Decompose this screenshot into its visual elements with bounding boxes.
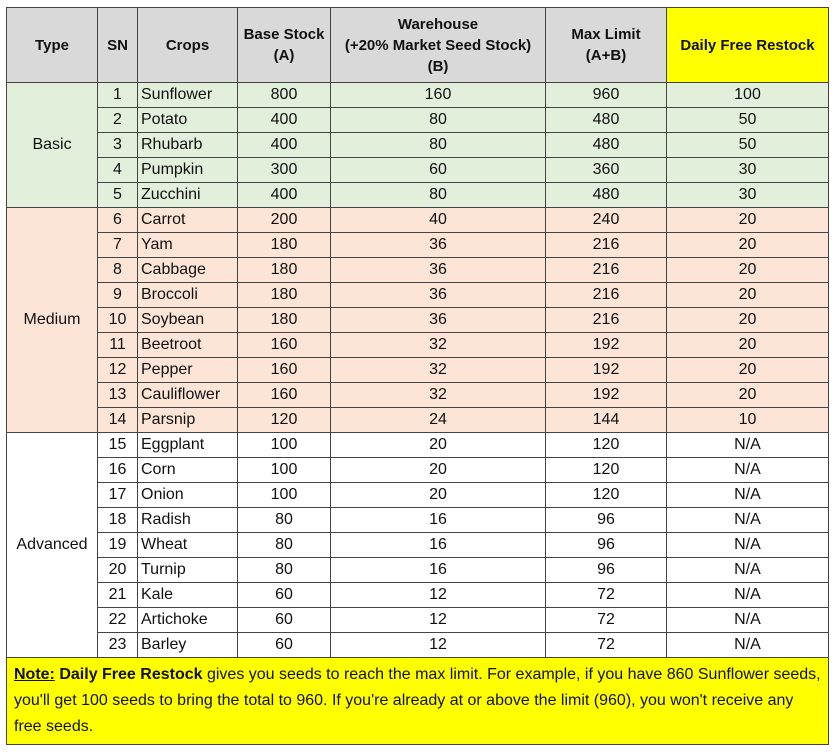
cell-type-medium: Medium — [7, 208, 98, 433]
cell-sn: 9 — [98, 283, 138, 308]
table-row — [7, 108, 829, 133]
cell-sn: 8 — [98, 258, 138, 283]
cell-max-limit: 360 — [546, 158, 667, 183]
cell-base-stock: 160 — [238, 333, 331, 358]
cell-sn: 4 — [98, 158, 138, 183]
header-type: Type — [7, 8, 98, 83]
cell-crop: Eggplant — [138, 433, 238, 458]
cell-sn: 6 — [98, 208, 138, 233]
cell-crop: Barley — [138, 633, 238, 658]
cell-max-limit: 216 — [546, 233, 667, 258]
header-max-limit — [546, 8, 667, 83]
cell-base-stock: 100 — [238, 458, 331, 483]
table-row — [7, 458, 829, 483]
cell-warehouse: 60 — [331, 158, 546, 183]
table-row — [7, 333, 829, 358]
cell-sn: 21 — [98, 583, 138, 608]
cell-daily-free-restock: N/A — [667, 633, 829, 658]
cell-base-stock: 120 — [238, 408, 331, 433]
cell-daily-free-restock: 20 — [667, 208, 829, 233]
cell-warehouse: 12 — [331, 608, 546, 633]
cell-warehouse: 20 — [331, 458, 546, 483]
table-row — [7, 208, 829, 233]
cell-max-limit: 72 — [546, 608, 667, 633]
cell-max-limit: 72 — [546, 633, 667, 658]
cell-warehouse: 12 — [331, 583, 546, 608]
cell-daily-free-restock: 30 — [667, 183, 829, 208]
table-body — [7, 83, 829, 658]
cell-daily-free-restock: 20 — [667, 358, 829, 383]
cell-base-stock: 180 — [238, 258, 331, 283]
cell-warehouse: 20 — [331, 433, 546, 458]
cell-daily-free-restock: 20 — [667, 233, 829, 258]
cell-crop: Soybean — [138, 308, 238, 333]
header-max-limit-line2: (A+B) — [585, 47, 627, 64]
cell-warehouse: 80 — [331, 108, 546, 133]
cell-sn: 17 — [98, 483, 138, 508]
cell-max-limit: 480 — [546, 183, 667, 208]
cell-sn: 12 — [98, 358, 138, 383]
cell-daily-free-restock: N/A — [667, 508, 829, 533]
cell-sn: 15 — [98, 433, 138, 458]
cell-warehouse: 20 — [331, 483, 546, 508]
cell-daily-free-restock: N/A — [667, 608, 829, 633]
cell-base-stock: 160 — [238, 383, 331, 408]
table-row — [7, 583, 829, 608]
cell-base-stock: 80 — [238, 508, 331, 533]
cell-warehouse: 16 — [331, 533, 546, 558]
cell-base-stock: 180 — [238, 233, 331, 258]
table-row — [7, 558, 829, 583]
cell-warehouse: 80 — [331, 183, 546, 208]
cell-crop: Turnip — [138, 558, 238, 583]
cell-max-limit: 96 — [546, 533, 667, 558]
cell-base-stock: 160 — [238, 358, 331, 383]
table-row — [7, 508, 829, 533]
cell-base-stock: 80 — [238, 533, 331, 558]
cell-max-limit: 216 — [546, 258, 667, 283]
cell-base-stock: 100 — [238, 433, 331, 458]
header-warehouse-line2: (+20% Market Seed Stock) — [344, 36, 532, 54]
header-row — [7, 8, 829, 83]
cell-crop: Artichoke — [138, 608, 238, 633]
table-row — [7, 133, 829, 158]
cell-sn: 16 — [98, 458, 138, 483]
cell-crop: Pumpkin — [138, 158, 238, 183]
table-row — [7, 483, 829, 508]
cell-daily-free-restock: 10 — [667, 408, 829, 433]
header-base-stock-line2: (A) — [273, 47, 295, 64]
cell-base-stock: 60 — [238, 608, 331, 633]
cell-crop: Potato — [138, 108, 238, 133]
header-max-limit-line1: Max Limit — [571, 26, 641, 43]
header-warehouse — [331, 8, 546, 83]
cell-max-limit: 216 — [546, 283, 667, 308]
cell-daily-free-restock: 20 — [667, 333, 829, 358]
table-row — [7, 358, 829, 383]
cell-daily-free-restock: 20 — [667, 383, 829, 408]
cell-daily-free-restock: 50 — [667, 108, 829, 133]
note-box — [6, 658, 829, 745]
note-label: Note: — [14, 666, 55, 683]
cell-base-stock: 300 — [238, 158, 331, 183]
cell-max-limit: 192 — [546, 333, 667, 358]
cell-warehouse: 16 — [331, 508, 546, 533]
cell-max-limit: 144 — [546, 408, 667, 433]
header-base-stock-line1: Base Stock — [243, 26, 325, 43]
header-base-stock — [238, 8, 331, 83]
cell-crop: Yam — [138, 233, 238, 258]
header-warehouse-line1: Warehouse — [397, 15, 479, 33]
cell-max-limit: 120 — [546, 483, 667, 508]
cell-max-limit: 240 — [546, 208, 667, 233]
table-row — [7, 533, 829, 558]
cell-sn: 3 — [98, 133, 138, 158]
cell-type-basic: Basic — [7, 83, 98, 208]
cell-sn: 14 — [98, 408, 138, 433]
cell-crop: Beetroot — [138, 333, 238, 358]
table-row — [7, 308, 829, 333]
cell-base-stock: 400 — [238, 183, 331, 208]
cell-crop: Kale — [138, 583, 238, 608]
cell-sn: 22 — [98, 608, 138, 633]
table-row — [7, 83, 829, 108]
cell-base-stock: 60 — [238, 583, 331, 608]
cell-crop: Onion — [138, 483, 238, 508]
cell-base-stock: 180 — [238, 283, 331, 308]
cell-base-stock: 800 — [238, 83, 331, 108]
cell-daily-free-restock: 20 — [667, 283, 829, 308]
cell-type-advanced: Advanced — [7, 433, 98, 658]
header-warehouse-line3: (B) — [427, 57, 449, 75]
cell-warehouse: 12 — [331, 633, 546, 658]
cell-daily-free-restock: 50 — [667, 133, 829, 158]
cell-base-stock: 200 — [238, 208, 331, 233]
cell-max-limit: 72 — [546, 583, 667, 608]
cell-max-limit: 960 — [546, 83, 667, 108]
cell-daily-free-restock: 30 — [667, 158, 829, 183]
cell-daily-free-restock: N/A — [667, 433, 829, 458]
cell-crop: Radish — [138, 508, 238, 533]
cell-max-limit: 96 — [546, 558, 667, 583]
cell-warehouse: 32 — [331, 383, 546, 408]
cell-daily-free-restock: 20 — [667, 258, 829, 283]
cell-max-limit: 216 — [546, 308, 667, 333]
header-daily-free-restock: Daily Free Restock — [667, 8, 829, 83]
cell-max-limit: 192 — [546, 383, 667, 408]
cell-daily-free-restock: N/A — [667, 558, 829, 583]
cell-warehouse: 36 — [331, 308, 546, 333]
cell-base-stock: 180 — [238, 308, 331, 333]
table-row — [7, 383, 829, 408]
cell-max-limit: 96 — [546, 508, 667, 533]
cell-crop: Sunflower — [138, 83, 238, 108]
cell-sn: 11 — [98, 333, 138, 358]
note-term: Daily Free Restock — [59, 666, 203, 683]
cell-crop: Broccoli — [138, 283, 238, 308]
cell-sn: 19 — [98, 533, 138, 558]
cell-crop: Pepper — [138, 358, 238, 383]
cell-sn: 2 — [98, 108, 138, 133]
cell-warehouse: 40 — [331, 208, 546, 233]
header-crops: Crops — [138, 8, 238, 83]
cell-max-limit: 120 — [546, 433, 667, 458]
cell-sn: 18 — [98, 508, 138, 533]
cell-base-stock: 100 — [238, 483, 331, 508]
seed-stock-sheet — [6, 7, 828, 745]
table-row — [7, 608, 829, 633]
cell-crop: Carrot — [138, 208, 238, 233]
cell-max-limit: 480 — [546, 108, 667, 133]
table-row — [7, 433, 829, 458]
cell-crop: Rhubarb — [138, 133, 238, 158]
cell-crop: Parsnip — [138, 408, 238, 433]
table-row — [7, 633, 829, 658]
cell-crop: Wheat — [138, 533, 238, 558]
table-row — [7, 258, 829, 283]
cell-max-limit: 480 — [546, 133, 667, 158]
cell-warehouse: 36 — [331, 233, 546, 258]
table-row — [7, 283, 829, 308]
cell-daily-free-restock: N/A — [667, 583, 829, 608]
table-row — [7, 183, 829, 208]
cell-daily-free-restock: N/A — [667, 533, 829, 558]
cell-sn: 1 — [98, 83, 138, 108]
cell-sn: 10 — [98, 308, 138, 333]
cell-warehouse: 36 — [331, 258, 546, 283]
cell-sn: 20 — [98, 558, 138, 583]
note-text: gives you seeds to reach the max limit. For example, if you have 860 Sunflower seeds, you'll get 100 seeds to bring the total to 960. If you're already at or above the limit (960), you won't receive any free seeds. — [14, 666, 821, 735]
table-row — [7, 233, 829, 258]
cell-sn: 7 — [98, 233, 138, 258]
cell-max-limit: 120 — [546, 458, 667, 483]
cell-warehouse: 36 — [331, 283, 546, 308]
cell-crop: Zucchini — [138, 183, 238, 208]
cell-max-limit: 192 — [546, 358, 667, 383]
cell-warehouse: 32 — [331, 333, 546, 358]
cell-sn: 5 — [98, 183, 138, 208]
cell-base-stock: 60 — [238, 633, 331, 658]
table-row — [7, 408, 829, 433]
header-sn: SN — [98, 8, 138, 83]
cell-warehouse: 16 — [331, 558, 546, 583]
cell-warehouse: 24 — [331, 408, 546, 433]
cell-warehouse: 80 — [331, 133, 546, 158]
cell-crop: Corn — [138, 458, 238, 483]
cell-base-stock: 80 — [238, 558, 331, 583]
cell-daily-free-restock: N/A — [667, 483, 829, 508]
cell-base-stock: 400 — [238, 108, 331, 133]
cell-warehouse: 32 — [331, 358, 546, 383]
cell-base-stock: 400 — [238, 133, 331, 158]
cell-sn: 13 — [98, 383, 138, 408]
cell-daily-free-restock: 100 — [667, 83, 829, 108]
cell-warehouse: 160 — [331, 83, 546, 108]
table-row — [7, 158, 829, 183]
seed-stock-table — [6, 7, 829, 658]
cell-crop: Cauliflower — [138, 383, 238, 408]
cell-daily-free-restock: 20 — [667, 308, 829, 333]
cell-daily-free-restock: N/A — [667, 458, 829, 483]
cell-crop: Cabbage — [138, 258, 238, 283]
cell-sn: 23 — [98, 633, 138, 658]
